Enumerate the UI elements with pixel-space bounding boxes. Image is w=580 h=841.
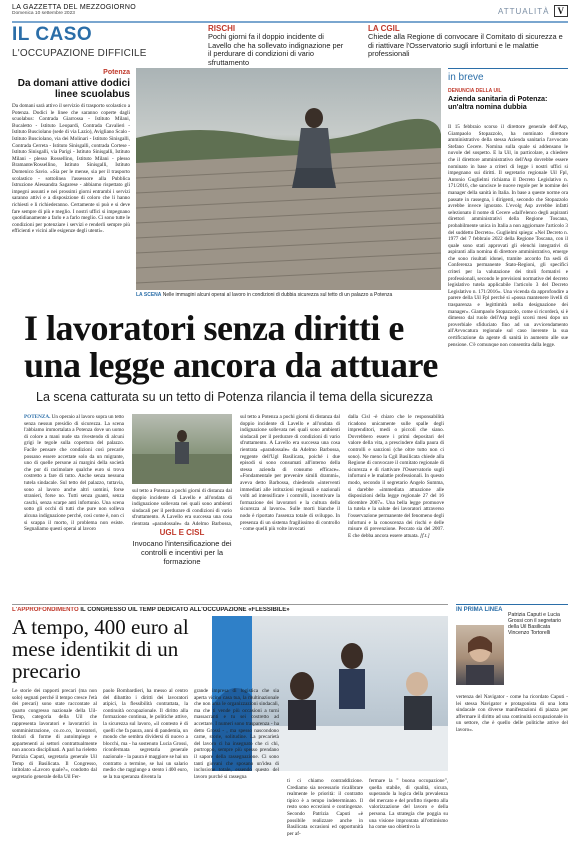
dateline: POTENZA. [24, 414, 51, 420]
column-text: Un operaio al lavoro sopra un tetto senza nessun presidio di sicurezza. La scena l'abbiamo immortalata a Potenza dove un uomo di colore a mani nude sta rivestendo di alcuni grigi le tegole sulla copertura del palazzo. Facile pensare che condizioni così precarie possano essere accettate solo da un migrante, uno di quelle persone ai margini della società che pur di racimolare qualche euro si trova costretto a fare di tutto. Anche senza nessuna tutela sindacale. Sul tetto del palazzo, tuttavia, sono al lavoro anche altri uomini, forse stranieri, forse no. Tutti senza guanti, senza caschi, senza scarpe anti infortunio. Una scena sotto gli occhi di tutti che pure non solleva alcuna indignazione perché, così come è, non ci si scappa il morto, il problema non esiste. Segnaliamo questi operai al lavoro [24, 414, 124, 533]
teaser-kicker: LA CGIL [368, 24, 400, 33]
caption-text: Nelle immagini alcuni operai al lavoro in condizioni di dubbia sicurezza sul tetto di un palazzo a Potenza [162, 292, 393, 298]
portrait-photo [456, 625, 504, 685]
main-headline: I lavoratori senza diritti e una legge ancora da attuare [24, 308, 438, 385]
page-subtitle: L'OCCUPAZIONE DIFFICILE [12, 48, 147, 59]
signature: [f.t.] [420, 532, 430, 539]
sidebar-kicker: Potenza [103, 69, 130, 76]
portrait-illustration [456, 625, 504, 685]
approfondimento-column: ti ci chiamo contraddizione. Crediamo sia necessario ricalibrare realmente le priorità: il contratto tipico è a tempo indeterminato. Il resto sono eccezioni e contingenze. Secondo Patrizia Caputi «è possibile realizzare anche in Basilicata occasioni ed opportunità per af- [287, 778, 363, 837]
article-column [348, 414, 444, 600]
main-deck: La scena catturata su un tetto di Potenza rilancia il tema della sicurezza [36, 390, 433, 404]
quote-text: Invocano l'intensificazione dei controlli e incentivi per la formazione [132, 539, 232, 566]
in-breve-kicker: DENUNCIA DELLA UIL [448, 88, 502, 94]
teaser-kicker: RISCHI [208, 24, 236, 33]
teaser-cgil [368, 24, 568, 59]
in-breve-label: in breve [448, 72, 484, 83]
in-breve-body-text: Il 15 febbraio scorso il direttore generale dell'Asp, Giampaolo Stopazzolo, ha nominato direttore amministrativo della stessa Azienda sanitaria l'avvocato Stefano Cecere. Nomina sulla quale si addensano le nuvole del sospetto. E la Uil, in particolare, a chiedere che il direttore amministrativo dell'Asp dovrebbe essere nominato in base a criteri di legge i nostri uffici si impegnano sui diritti. Il segretario regionale Uil Fpl, Antonio Guglielmi richiama il Decreto Legislativo n. 171/2016, che sancisce le nuove regole per le nomine dei manager della sanità in Italia. In base a queste norme ora passate in rassegna, i dirigenti, secondo che Stopazzolo avrebbe invece ignorato. L'evolg Asp avrebbe infatti selezionato il nome di Cecere «dall'elenco degli aspiranti direttori amministrativi della Regione Toscana, probabilmente unica in Italia a non aggiornare l'articolo 3 del suddetto Decreto». Guglielmi spiega: «Nel Decreto n. 1977 del 7 febbraio 2022 della Regione Toscana, con il quale sono stati approvati gli elenchi integrativi di aspiranti alla nomina di direttore amministrativo, emerge che sono risultati idonei, tramite accordo fra sedi di Conferenza permanente Stato-Regioni, gli specifici criteri per la valutazione dei titoli formativi e professionali, secondo le previsioni normative del decreto legislativo tutela applicabile l'articolo 3 del Decreto Legislativo n. 171/2016». Una vicenda da approfondire a parere della Uil Fpl perché si «possa mantenere livelli di trasparenza e legittimità nella designazione dei manager». [448, 124, 568, 315]
sidebar-title: Da domani attive dodici linee scuolabus [17, 78, 130, 100]
teaser-text: Chiede alla Regione di convocare il Comitato di sicurezza e di riattivare l'Osservatorio sugli infortuni e le malattie professionali [368, 32, 563, 59]
approfondimento-column: grande impresa di logistica che sia aperta vicino casa tua, la multinazionale che non ama le organizzazioni sindacali, ma che ti vende più occasioni a turni massacranti e tu sei costretto ad accettare. I numeri sono trasparenza - ha detto Grossi - , ma spesso nascondono carne, storie, solitudine. La precarietà del lavoro ci ha insegnato che ci chi, purtroppo, sempre più spesso prendano il sapore della rassegnazione. Ci sono tanti giovani che sposano un'idea di inclusione totale, essendo questo del lavoro purché si rassegna [194, 688, 279, 780]
page-title: IL CASO [12, 24, 93, 45]
article-column [24, 414, 124, 600]
article-column: sul tetto a Potenza a pochi giorni di distanza dal doppio incidente di Lavello e all'ondata di indignazione sollevata nei quali sono ambienti sindacali per il perdurare di condizioni di vario sfruttamento. A Lavello era successa una cosa rientrata «paradossale» da Adelmo Barbossa, [132, 488, 232, 526]
in-prima-rule [456, 604, 568, 605]
sidebar-body: Da domani sarà attivo il servizio di trasporto scolastico a Potenza. Dodici le linee che saranno coperte dagli scuolabus: Contrada Giarrossa - Istituto Milani, Bucaletto - Istituto Leopardi, Contrada Cavalieri - Istituto Busciolano (sede di via Lazio), Avigliano Scalo - Istituto Busciolano, via dei Molinari - Istituto Sinisgalli, Contrada Cerreta - Istituto Sinisgalli, contrada Cortese - Istituto Sinisgalli, via Parigi - Istituto Sinisgalli, Istituto Milani - plesso Rossellino, Istituto Milani - plesso Bramante/Rossellino, Istituto Sinisgalli, Istituto Domenico Savio. «Sia per le mense, sia per il trasporto scolastico - sottolinea l'assessore alla Pubblica Istruzione Alessandra Sagarese - abbiamo rispettato gli impegni assunti e nei prossimi giorni entrambi i servizi saranno attivi e a disposizione di coloro che li hanno richiesti e li richiederanno. Certamente si può e si deve fare sempre di più e meglio. I nostri uffici si impegnano quotidianamente a farlo e a farlo meglio. Ci sono tutte le condizioni per potenziare i servizi e renderli sempre più efficienti e vicini alle esigenze degli utenti». [12, 103, 130, 235]
in-breve-rule [448, 68, 568, 69]
worker-photo [132, 414, 232, 484]
photo-caption [136, 292, 441, 298]
caption-label: LA SCENA [136, 292, 162, 298]
approfondimento-column: vertenza del Navigator - come ha ricordato Caputi - lei stessa Navigator e protagonista di una lotta sindacale con diverse manifestazioni di piazza per affermare il diritto ad una continuità occupazionale in un settore, che è quello delle politiche attive del lavoro». [456, 694, 568, 733]
rooftop-illustration [136, 68, 441, 290]
approfondimento-column: paolo Bombardieri, ha messo al centro del dibattito i diritti dei lavoratori atipici, la flessibilità contrattata, la continuità occupazionale. Il diritto alla formazione continua, le politiche attive, la sicurezza sul lavoro, «il contesto è di quelli che fa paura, anni di pandemia, un mondo che sembra dividersi di nuovo a blocchi, ma - ha sostenuto Lucia Grossi, riconfermata segretaria generale nazionale - la paura è maggiore se hai un contratto a termine, se hai un salario medio che raggiunge a stento i 400 euro, se la tua speranza diventa la [103, 688, 188, 780]
section-rule [12, 604, 448, 605]
approfondimento-topic: IL CONGRESSO UIL TEMP DEDICATO ALL'OCCUPAZIONE «FLESSIBILE» [80, 607, 290, 613]
masthead-date: Domenica 10 settembre 2023 [12, 11, 75, 16]
quote-kicker: UGL E CISL [159, 528, 205, 537]
masthead-paper: LA GAZZETTA DEL MEZZOGIORNO [12, 4, 137, 11]
in-prima-caption: Patrizia Caputi e Lucia Grossi con il segretario della Uil Basilicata Vincenzo Tortorelli [508, 612, 562, 636]
approfondimento-column: Le storie dei rapporti precari (ma non solo) segnati perché il tempo cresce l'età dei precari) sono state raccontate al quarto congresso nazionale della Uil-Temp, categoria della Uil che rappresenta lavoratori e lavoratrici in somministrazione, co.co.co, lavoratori, titolari di forme di autoimpiego e appartenenti ai settori contrattualmente non ancora disciplinati. A pari ha rieletto Patrizia Caputi, segretaria generale Uil Temp di Basilicata. Il Congresso, intitolato «Lavoro quale?», condotto dal segretario generale della Uil Fer- [12, 688, 97, 780]
approfondimento-headline: A tempo, 400 euro al mese identikit di un precario [12, 615, 189, 683]
approfondimento-line [12, 607, 448, 613]
masthead-section [498, 3, 568, 19]
masthead-rule [12, 21, 568, 23]
approfondimento-column: fermare la " buona occupazione", quella stabile, di qualità, sicura, superando la logica della prevalenza del mercato e del profitto rispetto alla valorizzazione del lavoro e della persona. La strategia che poggia su una visione improntata all'ottimismo ha come suo obiettivo la [369, 778, 448, 831]
approfondimento-kicker: L'APPROFONDIMENTO [12, 607, 79, 613]
rooftop-photo [136, 68, 441, 290]
in-breve-title: Azienda sanitaria di Potenza: un'altra nomina dubbia [448, 94, 548, 112]
teaser-rischi [208, 24, 348, 67]
page-letter: V [554, 5, 569, 17]
worker-illustration [132, 414, 232, 484]
in-breve-tail: Giampaolo Stopazzolo, come si ricorderà, si è dimesso dal ruolo dell'Asp negli scorsi mesi dopo un proverbiale sfiduciato fino ad un avvicendamento all'Avvocatura regionale sul caso inerente la sua certificazione da agente di sanità in aumento alle sue pensione. C'è comunque non consentita dalla legge. [448, 308, 568, 348]
in-breve-body [448, 124, 568, 590]
section-label: ATTUALITÀ [497, 6, 550, 16]
quote-box [132, 528, 232, 592]
column-text: dalla Cisl -è chiaro che le responsabilità ricadono unicamente sulle spalle degli imprenditori, medi o piccoli che siano. Dovrebbero essere i primi depositari del valore della vita, a prescindere dalla paura di controlli e sanzioni (che oltre tutto non ci sono). Ne meno la Cgil Basilicata chiede alla Regione di convocare il comitato regionale di sicurezza e di riattivare l'Osservatorio sugli infortuni e le malattie professionali. In questo modo, secondo il segretario Angelo Summa, si darebbe «immediata attuazione alle disposizioni della legge regionale 27 del 16 dicembre 2007». Una bella legge promuove la tutela e la salute dei lavoratori attraverso l'osservazione permanente del fenomeno degli infortuni e la conoscenza dei rischi e delle misure di prevenzione. Peccato sia del 2007. E che debba ancora essere attuata. [348, 414, 444, 539]
teaser-text: Pochi giorni fa il doppio incidente di Lavello che ha sollevato indignazione per il perdurare di condizioni di vario sfruttamento [208, 32, 344, 67]
article-column: sul tetto a Potenza a pochi giorni di distanza dal doppio incidente di Lavello e all'ondata di indignazione sollevata nei quali sono ambienti sindacali per il perdurare di condizioni di vario sfruttamento. A Lavello era successa una cosa rientrata «paradossale» da Adelmo Barbossa, reggente dell'Ugl Basilicata, poiché i due episodi si sono consumati all'interno della stessa azienda di consumo efficace». «Fondamentale per prevenire simili drammi», aveva detto Barbossa, chiedendo «interventi immediati alle istituzioni regionali e nazionali volti ad intensificare i controlli, incentivare la formazione dei lavoratori e la cultura della sicurezza al lavoro». Sulle morti bianche il nodo è riportato l'assenza totale di sviluppo. In presenza di un sistema fragilissimo di controllo - come quelli più volte invocati [240, 414, 340, 533]
in-prima-label: IN PRIMA LINEA [456, 607, 503, 613]
